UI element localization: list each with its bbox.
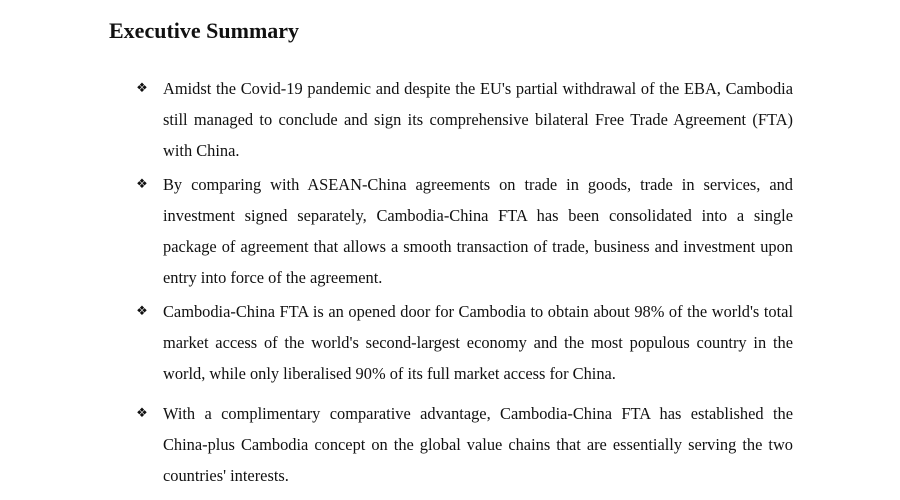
summary-bullet-1	[135, 73, 793, 166]
diamond-dots-bullet-icon: ❖	[136, 304, 148, 319]
diamond-dots-bullet-icon: ❖	[136, 81, 148, 96]
summary-bullet-list	[135, 73, 793, 494]
summary-bullet-2	[135, 169, 793, 293]
summary-bullet-3	[135, 296, 793, 389]
diamond-dots-bullet-icon: ❖	[136, 177, 148, 192]
summary-bullet-text: By comparing with ASEAN-China agreements on trade in goods, trade in services, and investment signed separately, Cambodia-China FTA has been consolidated into a single package of agreement that allows a smooth transaction of trade, business and investment upon entry into force of the agreement.	[163, 175, 793, 287]
summary-bullet-text: Amidst the Covid-19 pandemic and despite the EU's partial withdrawal of the EBA, Cambodia still managed to conclude and sign its comprehensive bilateral Free Trade Agreement (FTA) with China.	[163, 79, 793, 160]
diamond-dots-bullet-icon: ❖	[136, 406, 148, 421]
summary-bullet-text: Cambodia-China FTA is an opened door for Cambodia to obtain about 98% of the world's total market access of the world's second-largest economy and the most populous country in the world, while only liberalised 90% of its full market access for China.	[163, 302, 793, 383]
summary-bullet-text: With a complimentary comparative advantage, Cambodia-China FTA has established the China-plus Cambodia concept on the global value chains that are essentially serving the two countries' interests.	[163, 404, 793, 485]
page-heading: Executive Summary	[109, 18, 300, 43]
summary-bullet-4	[135, 398, 793, 491]
